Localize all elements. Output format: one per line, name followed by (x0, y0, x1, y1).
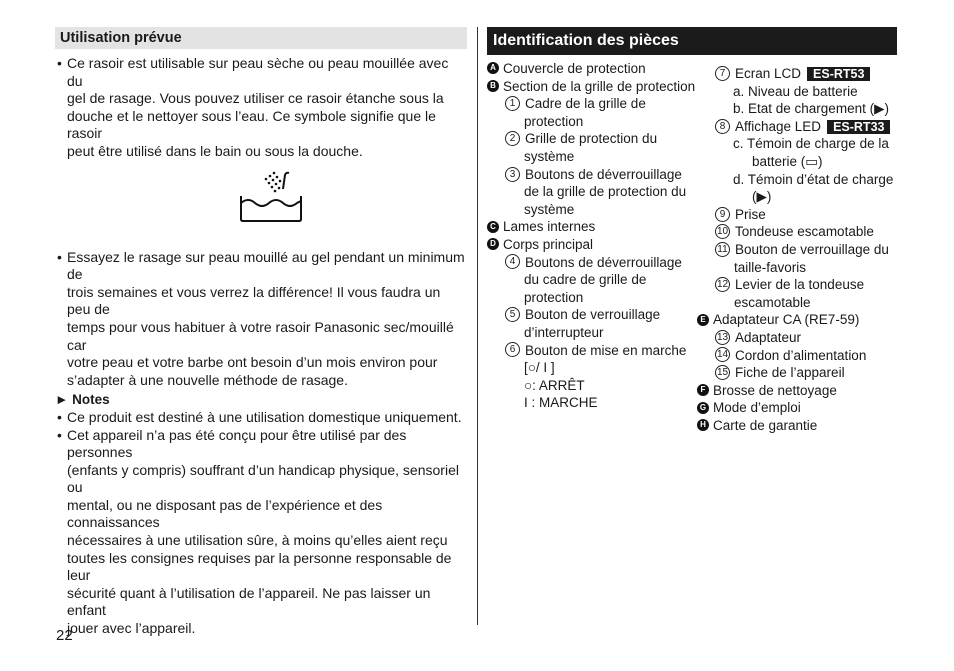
part-label: c. Témoin de charge de la (733, 136, 889, 152)
intended-use-paragraph-1: • Ce rasoir est utilisable sur peau sèche ou peau mouillée avec du gel de rasage. Vous pouvez utiliser ce rasoir étanche sous la douche et le nettoyer sous l’eau. Ce symbole signifie que le rasoir peut être utilisé dans le bain ou sous la douche. (55, 55, 467, 161)
part-label: Carte de garantie (713, 417, 818, 433)
parts-list-item (487, 359, 697, 377)
part-label: Tondeuse escamotable (735, 224, 874, 240)
part-label: système (524, 201, 575, 217)
parts-list-item (697, 153, 902, 171)
parts-list-item (697, 241, 902, 259)
text-line: Cet appareil n’a pas été conçu pour être utilisé par des personnes (67, 426, 407, 461)
text-line: peut être utilisé dans le bain ou sous la douche. (67, 142, 363, 159)
part-letter-marker: H (697, 419, 709, 431)
parts-list-item (487, 377, 697, 395)
part-number-marker: 13 (716, 331, 729, 343)
parts-list-item (487, 78, 697, 96)
parts-list-item (487, 166, 697, 184)
page-number: 22 (56, 627, 73, 644)
parts-list-item (697, 276, 902, 294)
part-label: de la grille de protection du (524, 184, 687, 200)
parts-identification-heading: Identification des pièces (487, 27, 897, 55)
notes-heading: ► Notes (55, 392, 110, 408)
intended-use-heading: Utilisation prévue (55, 27, 467, 49)
part-label: I : MARCHE (524, 395, 598, 411)
part-label: Boutons de déverrouillage (525, 166, 682, 182)
part-label: a. Niveau de batterie (733, 83, 858, 99)
text-line: nécessaires à une utilisation sûre, à moins qu’elles aient reçu (67, 532, 448, 549)
parts-list-item (487, 342, 697, 360)
part-number-marker: 11 (715, 242, 730, 257)
parts-list-item (487, 254, 697, 272)
model-badge: ES-RT33 (827, 120, 890, 134)
parts-list-item (487, 201, 697, 219)
part-label: Boutons de déverrouillage (525, 254, 682, 270)
parts-list-item (697, 294, 902, 312)
part-letter-marker: A (487, 62, 499, 74)
parts-list-item (697, 118, 902, 136)
text-line: mental, ou ne disposant pas de l’expérience et des connaissances (67, 496, 383, 531)
part-label: système (524, 148, 575, 164)
part-letter-marker: B (487, 80, 499, 92)
model-badge: ES-RT53 (807, 67, 870, 81)
part-label: (▶) (752, 189, 772, 205)
part-number-marker: 3 (505, 167, 520, 182)
part-number-marker: 2 (505, 131, 520, 146)
part-label: Cadre de la grille de (525, 96, 646, 112)
part-label: Lames internes (503, 219, 596, 235)
parts-list-item (487, 95, 697, 113)
part-number-marker: 14 (716, 349, 729, 361)
parts-list-item (697, 100, 902, 118)
part-number-marker: 1 (505, 96, 520, 111)
part-letter-marker: D (487, 238, 499, 250)
text-line: Ce produit est destiné à une utilisation domestique uniquement. (67, 408, 462, 425)
part-number-marker: 6 (505, 342, 520, 357)
parts-list-item (697, 347, 902, 365)
part-label: Levier de la tondeuse (735, 277, 865, 293)
parts-list-item (697, 206, 902, 224)
parts-list-item (697, 171, 902, 189)
parts-list-column-a (487, 60, 697, 412)
parts-list-item (697, 364, 902, 382)
parts-list-item (487, 130, 697, 148)
part-label: Bouton de mise en marche (525, 342, 687, 358)
part-label: escamotable (734, 294, 811, 310)
part-letter-marker: E (697, 314, 709, 326)
text-line: Ce rasoir est utilisable sur peau sèche ou peau mouillée avec du (67, 55, 449, 89)
text-line: gel de rasage. Vous pouvez utiliser ce rasoir étanche sous la (67, 90, 444, 107)
text-line: (enfants y compris) souffrant d’un handicap physique, sensoriel ou (67, 461, 459, 496)
part-label: Bouton de verrouillage (525, 307, 661, 323)
part-label: ○: ARRÊT (524, 377, 585, 393)
part-label: Adaptateur (735, 329, 802, 345)
parts-list-item (697, 188, 902, 206)
text-line: douche et le nettoyer sous l’eau. Ce symbole signifie que le rasoir (67, 107, 436, 142)
part-letter-marker: C (487, 221, 499, 233)
part-number-marker: 12 (716, 279, 729, 291)
intended-use-column (55, 27, 467, 638)
parts-list-item (487, 289, 697, 307)
parts-list-item (487, 394, 697, 412)
intended-use-paragraph-2: • Essayez le rasage sur peau mouillé au gel pendant un minimum de trois semaines et vous verrez la différence! Il vous faudra un peu de temps pour vous habituer à votre rasoir Panasonic sec/mouillé car votre peau et votre barbe ont besoin d’un mois environ pour s’adapter à une nouvelle méthode de rasage. (55, 249, 467, 390)
column-divider (477, 27, 478, 625)
parts-list-item (697, 417, 902, 435)
parts-list-column-b (697, 65, 902, 434)
parts-list-item (487, 218, 697, 236)
note-item-2: • Cet appareil n’a pas été conçu pour être utilisé par des personnes (enfants y compris) souffrant d’un handicap physique, sensoriel ou mental, ou ne disposant pas de l’expérience et des connaissances nécessaires à une utilisation sûre, à moins qu’elles aient reçu toutes les consignes requises par la personne responsable de leur sécurité quant à l’utilisation de l’appareil. Ne pas laisser un enfant jouer avec l’appareil. (55, 427, 467, 638)
text-line: sécurité quant à l’utilisation de l’appareil. Ne pas laisser un enfant (67, 584, 431, 619)
part-number-marker: 8 (715, 119, 730, 134)
part-label: [○/ I ] (524, 360, 555, 376)
part-label: b. Etat de chargement (▶) (733, 101, 889, 117)
part-label: Adaptateur CA (RE7-59) (713, 312, 860, 328)
text-line: s’adapter à une nouvelle méthode de rasage. (67, 371, 348, 388)
parts-list-item (487, 60, 697, 78)
part-label: Grille de protection du (525, 131, 658, 147)
parts-list-item (697, 329, 902, 347)
parts-list-item (487, 324, 697, 342)
parts-list-item (487, 306, 697, 324)
part-letter-marker: G (697, 402, 709, 414)
part-number-marker: 15 (716, 367, 729, 379)
parts-list-item (697, 83, 902, 101)
part-letter-marker: F (697, 384, 709, 396)
part-label: Cordon d’alimentation (735, 347, 867, 363)
parts-list-item (487, 148, 697, 166)
parts-list-item (487, 183, 697, 201)
part-label: Fiche de l’appareil (735, 365, 845, 381)
text-line: votre peau et votre barbe ont besoin d’un mois environ pour (67, 354, 438, 371)
parts-list-item (697, 223, 902, 241)
part-label: du cadre de grille de (524, 272, 647, 288)
part-label: Mode d’emploi (713, 400, 801, 416)
part-label: Section de la grille de protection (503, 78, 696, 94)
part-label: protection (524, 289, 584, 305)
part-label: d’interrupteur (524, 324, 604, 340)
parts-list-item (697, 259, 902, 277)
part-label: d. Témoin d’état de charge (733, 171, 894, 187)
part-label: Ecran LCD (735, 66, 802, 81)
text-line: temps pour vous habituer à votre rasoir Panasonic sec/mouillé car (67, 318, 454, 353)
part-label: Bouton de verrouillage du (735, 241, 889, 257)
part-label: Couvercle de protection (503, 61, 646, 76)
part-label: protection (524, 113, 584, 129)
parts-list-item (697, 135, 902, 153)
part-label: Brosse de nettoyage (713, 382, 837, 398)
text-line: Essayez le rasage sur peau mouillé au gel pendant un minimum de (67, 248, 465, 283)
part-number-marker: 9 (715, 207, 730, 222)
part-number-marker: 5 (505, 307, 520, 322)
text-line: trois semaines et vous verrez la différence! Il vous faudra un peu de (67, 283, 441, 318)
parts-list-item (487, 271, 697, 289)
part-label: Corps principal (503, 236, 594, 252)
shower-bath-icon (55, 161, 467, 249)
note-item-1: • Ce produit est destiné à une utilisation domestique uniquement. (55, 409, 467, 427)
parts-list-item (487, 113, 697, 131)
parts-list-item (487, 236, 697, 254)
parts-list-item (697, 311, 902, 329)
parts-list-item (697, 399, 902, 417)
part-label: batterie (▭) (752, 153, 823, 169)
part-label: taille-favoris (734, 259, 807, 275)
bath-shower-symbol (55, 161, 467, 249)
parts-list-item (697, 382, 902, 400)
parts-list-item (697, 65, 902, 83)
parts-identification-column (487, 27, 897, 55)
part-label: Affichage LED (735, 118, 822, 134)
part-number-marker: 7 (715, 66, 730, 81)
text-line: jouer avec l’appareil. (67, 620, 196, 637)
part-label: Prise (735, 206, 766, 222)
part-number-marker: 4 (505, 254, 520, 269)
part-number-marker: 10 (716, 226, 729, 238)
text-line: toutes les consignes requises par la personne responsable de leur (67, 549, 452, 584)
